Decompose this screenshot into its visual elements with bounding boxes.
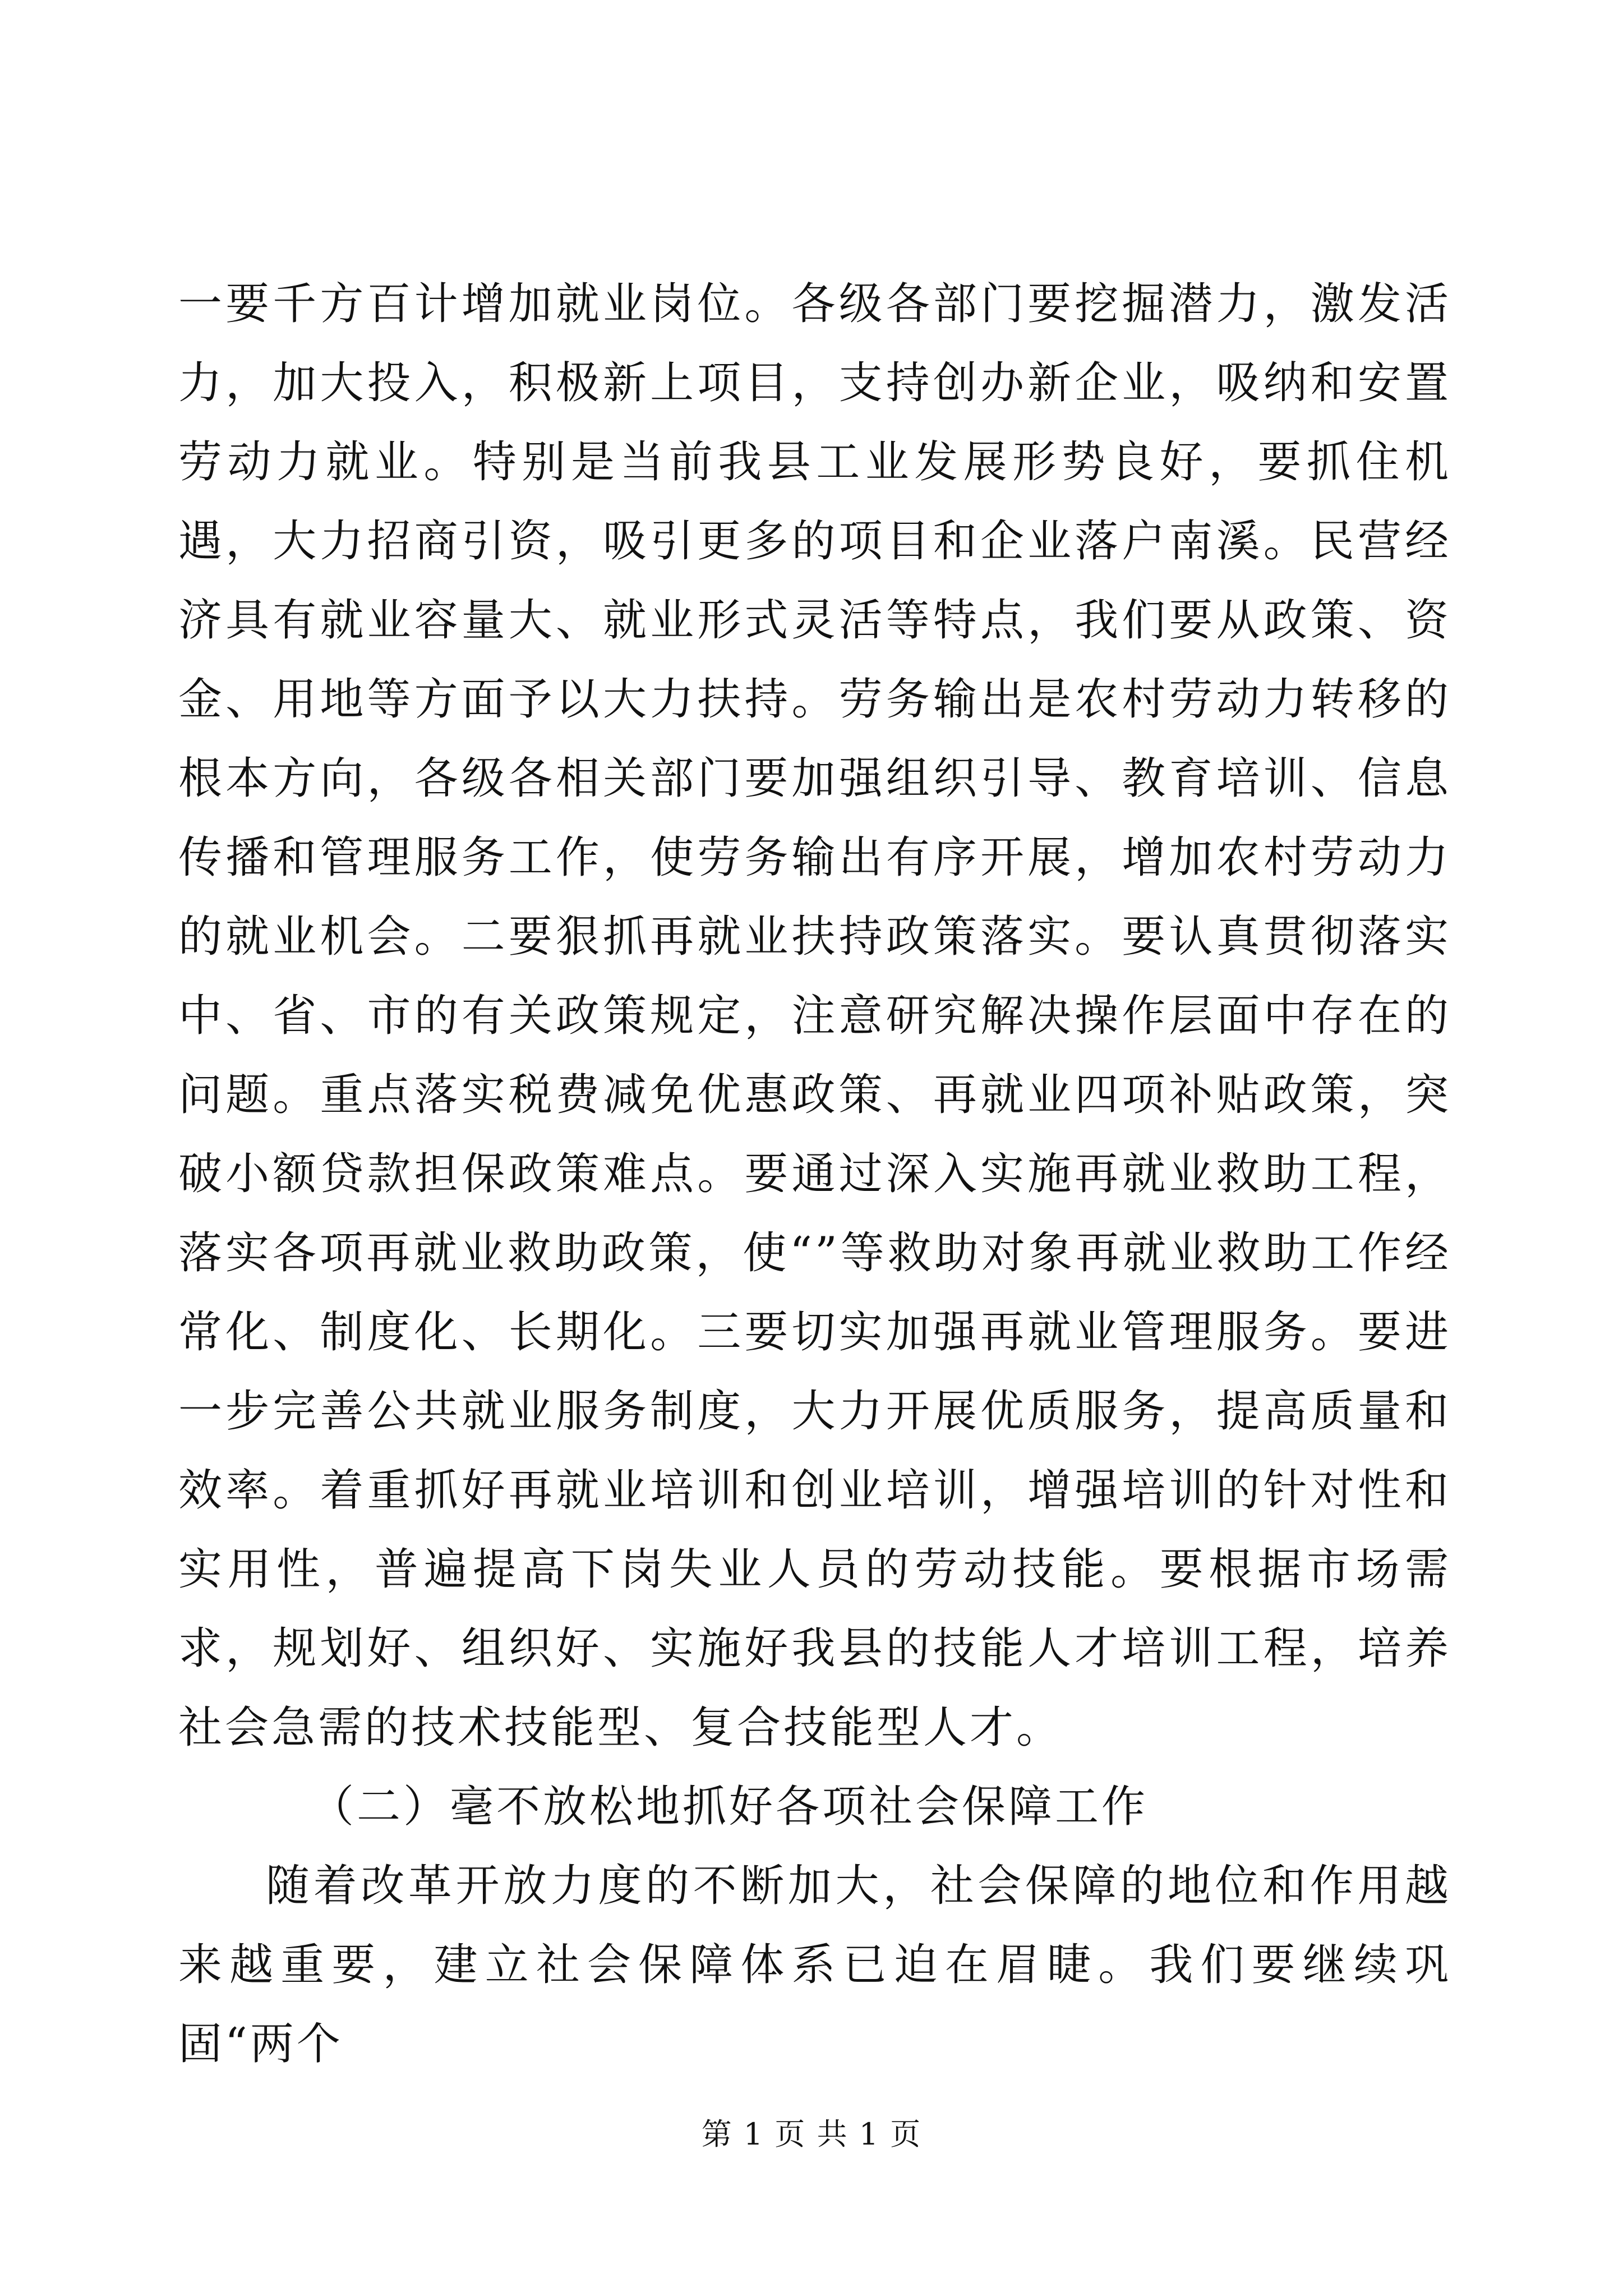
section-heading: （二）毫不放松地抓好各项社会保障工作 xyxy=(310,1782,1149,1832)
document-body xyxy=(178,265,1451,2084)
body-paragraph: 随着改革开放力度的不断加大，社会保障的地位和作用越来越重要，建立社会保障体系已迫在眉睫。我们要继续巩固“两个 xyxy=(178,1861,1451,2069)
body-paragraph: 一要千方百计增加就业岗位。各级各部门要挖掘潜力，激发活力，加大投入，积极新上项目，支持创办新企业，吸纳和安置劳动力就业。特别是当前我县工业发展形势良好，要抓住机遇，大力招商引资，吸引更多的项目和企业落户南溪。民营经济具有就业容量大、就业形式灵活等特点，我们要从政策、资金、用地等方面予以大力扶持。劳务输出是农村劳动力转移的根本方向，各级各相关部门要加强组织引导、教育培训、信息传播和管理服务工作，使劳务输出有序开展，增加农村劳动力的就业机会。二要狠抓再就业扶持政策落实。要认真贯彻落实中、省、市的有关政策规定，注意研究解决操作层面中存在的问题。重点落实税费减免优惠政策、再就业四项补贴政策，突破小额贷款担保政策难点。要通过深入实施再就业救助工程，落实各项再就业救助政策，使“”等救助对象再就业救助工作经常化、制度化、长期化。三要切实加强再就业管理服务。要进一步完善公共就业服务制度，大力开展优质服务，提高质量和效率。着重抓好再就业培训和创业培训，增强培训的针对性和实用性，普遍提高下岗失业人员的劳动技能。要根据市场需求，规划好、组织好、实施好我县的技能人才培训工程，培养社会急需的技术技能型、复合技能型人才。 xyxy=(178,279,1451,1753)
page-footer: 第 1 页 共 1 页 xyxy=(701,2116,922,2152)
